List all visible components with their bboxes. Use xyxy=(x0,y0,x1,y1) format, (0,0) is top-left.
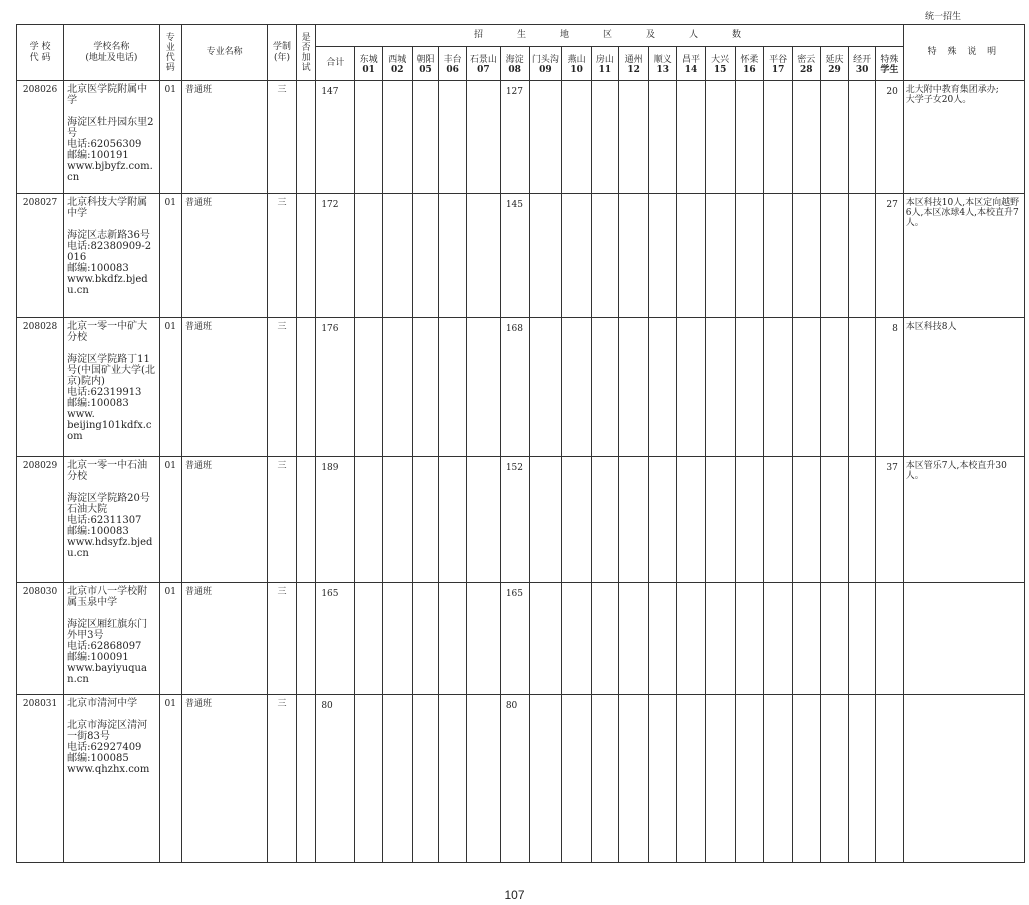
duration: 三 xyxy=(268,695,297,863)
district-count xyxy=(618,583,649,695)
district-count xyxy=(467,457,501,583)
district-count xyxy=(355,81,383,194)
district-count xyxy=(412,194,439,318)
district-count xyxy=(735,695,764,863)
major-code: 01 xyxy=(159,81,182,194)
header-district: 丰台 06 xyxy=(439,47,467,81)
district-count xyxy=(355,695,383,863)
district-count: 127 xyxy=(500,81,529,194)
district-count xyxy=(649,81,677,194)
district-count xyxy=(412,318,439,457)
district-count xyxy=(439,194,467,318)
district-count xyxy=(439,695,467,863)
major-code: 01 xyxy=(159,194,182,318)
district-count xyxy=(705,194,735,318)
district-count xyxy=(792,695,820,863)
district-count xyxy=(529,695,562,863)
district-count xyxy=(820,194,849,318)
district-count xyxy=(467,318,501,457)
district-count xyxy=(705,583,735,695)
district-count xyxy=(562,695,592,863)
district-count xyxy=(849,457,876,583)
total-count: 165 xyxy=(316,583,355,695)
header-special-note: 特 殊 说 明 xyxy=(903,25,1024,81)
district-count xyxy=(735,81,764,194)
district-count xyxy=(705,457,735,583)
header-major-name: 专业名称 xyxy=(182,25,268,81)
special-note xyxy=(903,695,1024,863)
district-count xyxy=(412,583,439,695)
district-count xyxy=(412,457,439,583)
major-code: 01 xyxy=(159,457,182,583)
district-count xyxy=(467,81,501,194)
district-count xyxy=(355,194,383,318)
district-count xyxy=(467,695,501,863)
district-count: 152 xyxy=(500,457,529,583)
district-count xyxy=(649,457,677,583)
school-name-address: 北京医学院附属中学 海淀区牡丹园东里2号 电话:62056309 邮编:100191 www.bjbyfz.com.cn xyxy=(64,81,159,194)
district-count xyxy=(849,318,876,457)
header-district: 延庆 29 xyxy=(820,47,849,81)
table-header xyxy=(17,25,1025,81)
district-count xyxy=(529,318,562,457)
extra-test xyxy=(296,81,315,194)
district-count xyxy=(677,695,706,863)
district-count xyxy=(792,81,820,194)
district-count xyxy=(412,81,439,194)
district-count xyxy=(382,695,412,863)
major-code: 01 xyxy=(159,695,182,863)
table-body xyxy=(17,81,1025,863)
district-count xyxy=(355,583,383,695)
district-count xyxy=(649,583,677,695)
district-count xyxy=(649,194,677,318)
header-district: 燕山 10 xyxy=(562,47,592,81)
header-district: 密云 28 xyxy=(792,47,820,81)
district-count xyxy=(764,457,793,583)
district-count xyxy=(439,318,467,457)
duration: 三 xyxy=(268,457,297,583)
special-note xyxy=(903,583,1024,695)
district-count xyxy=(764,194,793,318)
header-district: 房山 11 xyxy=(592,47,619,81)
district-count xyxy=(735,318,764,457)
table-row xyxy=(17,583,1025,695)
district-count xyxy=(562,194,592,318)
major-name: 普通班 xyxy=(182,318,268,457)
district-count xyxy=(618,318,649,457)
header-school-code: 学 校 代 码 xyxy=(17,25,64,81)
header-district: 朝阳 05 xyxy=(412,47,439,81)
district-count xyxy=(467,194,501,318)
school-code: 208027 xyxy=(17,194,64,318)
header-district: 特殊 学生 xyxy=(875,47,903,81)
district-count: 8 xyxy=(875,318,903,457)
extra-test xyxy=(296,583,315,695)
header-district: 西城 02 xyxy=(382,47,412,81)
duration: 三 xyxy=(268,583,297,695)
major-name: 普通班 xyxy=(182,457,268,583)
district-count xyxy=(529,194,562,318)
district-count xyxy=(820,81,849,194)
school-name-address: 北京一零一中石油分校 海淀区学院路20号石油大院 电话:62311307 邮编:100083 www.hdsyfz.bjedu.cn xyxy=(64,457,159,583)
district-count xyxy=(820,318,849,457)
major-name: 普通班 xyxy=(182,695,268,863)
extra-test xyxy=(296,318,315,457)
district-count xyxy=(562,81,592,194)
major-code: 01 xyxy=(159,318,182,457)
district-count xyxy=(735,457,764,583)
major-name: 普通班 xyxy=(182,81,268,194)
table-row xyxy=(17,318,1025,457)
district-count xyxy=(849,194,876,318)
header-district: 大兴 15 xyxy=(705,47,735,81)
district-count xyxy=(875,695,903,863)
district-count xyxy=(849,81,876,194)
table-row xyxy=(17,81,1025,194)
district-count xyxy=(592,194,619,318)
special-note: 本区科技8人 xyxy=(903,318,1024,457)
school-name-address: 北京一零一中矿大分校 海淀区学院路丁11号(中国矿业大学(北京)院内) 电话:62319913 邮编:100083 www. beijing101kdfx.com xyxy=(64,318,159,457)
header-district: 怀柔 16 xyxy=(735,47,764,81)
district-count xyxy=(649,318,677,457)
district-count xyxy=(382,194,412,318)
district-count xyxy=(764,583,793,695)
district-count xyxy=(618,81,649,194)
district-count: 145 xyxy=(500,194,529,318)
school-code: 208028 xyxy=(17,318,64,457)
page-number: 107 xyxy=(504,888,525,902)
duration: 三 xyxy=(268,81,297,194)
district-count xyxy=(764,318,793,457)
special-note: 北大附中教育集团承办; 大学子女20人。 xyxy=(903,81,1024,194)
district-count xyxy=(792,583,820,695)
district-count xyxy=(735,194,764,318)
district-count xyxy=(618,695,649,863)
district-count xyxy=(382,81,412,194)
district-count xyxy=(677,583,706,695)
district-count xyxy=(529,457,562,583)
district-count xyxy=(820,695,849,863)
duration: 三 xyxy=(268,318,297,457)
district-count xyxy=(875,583,903,695)
district-count xyxy=(592,695,619,863)
district-count xyxy=(382,457,412,583)
table-row xyxy=(17,194,1025,318)
district-count xyxy=(764,81,793,194)
district-count xyxy=(649,695,677,863)
district-count xyxy=(439,81,467,194)
major-name: 普通班 xyxy=(182,194,268,318)
district-count: 165 xyxy=(500,583,529,695)
district-count xyxy=(439,583,467,695)
header-district: 东城 01 xyxy=(355,47,383,81)
district-count xyxy=(562,457,592,583)
district-count xyxy=(562,583,592,695)
school-code: 208026 xyxy=(17,81,64,194)
school-code: 208029 xyxy=(17,457,64,583)
header-district: 通州 12 xyxy=(618,47,649,81)
header-total: 合计 xyxy=(316,47,355,81)
top-label: 统一招生 xyxy=(924,12,961,22)
extra-test xyxy=(296,695,315,863)
district-count xyxy=(562,318,592,457)
district-count xyxy=(677,81,706,194)
special-note: 本区管乐7人,本校直升30人。 xyxy=(903,457,1024,583)
district-count xyxy=(439,457,467,583)
district-count xyxy=(705,81,735,194)
duration: 三 xyxy=(268,194,297,318)
header-district: 经开 30 xyxy=(849,47,876,81)
school-name-address: 北京市清河中学 北京市海淀区清河一街83号 电话:62927409 邮编:100085 www.qhzhx.com xyxy=(64,695,159,863)
header-major-code: 专 业 代 码 xyxy=(159,25,182,81)
district-count xyxy=(792,457,820,583)
district-count xyxy=(735,583,764,695)
enrollment-table xyxy=(16,24,1025,863)
total-count: 147 xyxy=(316,81,355,194)
district-count xyxy=(849,695,876,863)
district-count xyxy=(618,457,649,583)
table-row xyxy=(17,695,1025,863)
special-note: 本区科技10人,本区定向越野6人,本区冰球4人,本校直升7人。 xyxy=(903,194,1024,318)
district-count: 80 xyxy=(500,695,529,863)
table-row xyxy=(17,457,1025,583)
district-count xyxy=(618,194,649,318)
major-code: 01 xyxy=(159,583,182,695)
header-district: 门头沟 09 xyxy=(529,47,562,81)
district-count xyxy=(592,583,619,695)
header-district: 海淀 08 xyxy=(500,47,529,81)
district-count xyxy=(529,583,562,695)
district-count xyxy=(467,583,501,695)
school-code: 208030 xyxy=(17,583,64,695)
header-duration: 学制 (年) xyxy=(268,25,297,81)
district-count: 168 xyxy=(500,318,529,457)
header-district: 平谷 17 xyxy=(764,47,793,81)
total-count: 80 xyxy=(316,695,355,863)
district-count xyxy=(382,318,412,457)
district-count xyxy=(677,318,706,457)
district-count xyxy=(412,695,439,863)
district-count xyxy=(764,695,793,863)
district-count: 20 xyxy=(875,81,903,194)
district-count xyxy=(592,81,619,194)
extra-test xyxy=(296,457,315,583)
header-school-name: 学校名称 (地址及电话) xyxy=(64,25,159,81)
district-count xyxy=(529,81,562,194)
district-count xyxy=(820,583,849,695)
header-district: 石景山 07 xyxy=(467,47,501,81)
district-count xyxy=(677,194,706,318)
major-name: 普通班 xyxy=(182,583,268,695)
district-count xyxy=(355,457,383,583)
district-count xyxy=(592,457,619,583)
district-count xyxy=(820,457,849,583)
district-count: 37 xyxy=(875,457,903,583)
district-count xyxy=(677,457,706,583)
header-district: 顺义 13 xyxy=(649,47,677,81)
school-name-address: 北京市八一学校附属玉泉中学 海淀区厢红旗东门外甲3号 电话:62868097 邮编:100091 www.bayiyuquan.cn xyxy=(64,583,159,695)
header-extra-test: 是 否 加 试 xyxy=(296,25,315,81)
school-code: 208031 xyxy=(17,695,64,863)
district-count xyxy=(355,318,383,457)
header-region-title: 招生地区及人数 xyxy=(316,25,903,47)
district-count xyxy=(792,318,820,457)
district-count xyxy=(592,318,619,457)
district-count xyxy=(705,318,735,457)
district-count xyxy=(705,695,735,863)
school-name-address: 北京科技大学附属中学 海淀区志新路36号 电话:82380909-2016 邮编:100083 www.bkdfz.bjedu.cn xyxy=(64,194,159,318)
total-count: 189 xyxy=(316,457,355,583)
district-count xyxy=(382,583,412,695)
header-district: 昌平 14 xyxy=(677,47,706,81)
extra-test xyxy=(296,194,315,318)
district-count xyxy=(792,194,820,318)
district-count: 27 xyxy=(875,194,903,318)
district-count xyxy=(849,583,876,695)
total-count: 172 xyxy=(316,194,355,318)
total-count: 176 xyxy=(316,318,355,457)
